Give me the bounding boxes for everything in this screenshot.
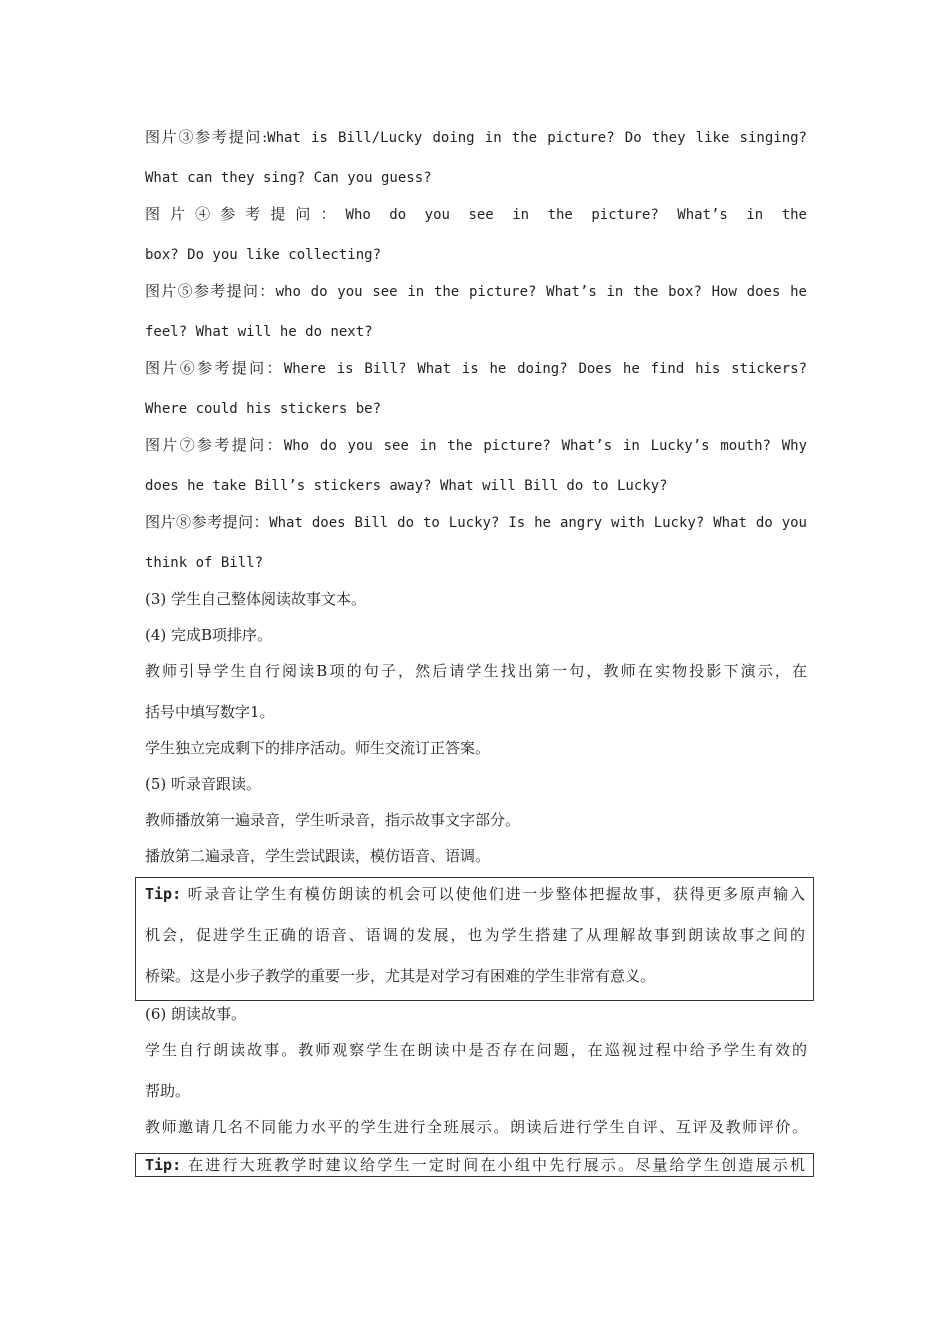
question-5-line-1: 图片⑤参考提问：who do you see in the picture? What’s in the box? How does he — [145, 282, 807, 300]
step-4-paragraph-1-line-1: 教师引导学生自行阅读B项的句子，然后请学生找出第一句，教师在实物投影下演示，在 — [145, 662, 807, 680]
question-3-line-1: 图片③参考提问:What is Bill/Lucky doing in the picture? Do they like singing? — [145, 128, 807, 146]
step-6-paragraph-1-line-2: 帮助。 — [145, 1082, 191, 1100]
tip-label: Tip: — [145, 885, 182, 903]
question-5-line-2: feel? What will he do next? — [145, 324, 373, 340]
tip-box-1-line-2: 机会，促进学生正确的语音、语调的发展，也为学生搭建了从理解故事到朗读故事之间的 — [145, 926, 805, 944]
question-7-line-1: 图片⑦参考提问：Who do you see in the picture? What’s in Lucky’s mouth? Why — [145, 436, 807, 454]
step-6-paragraph-1-line-1: 学生自行朗读故事。教师观察学生在朗读中是否存在问题，在巡视过程中给予学生有效的 — [145, 1041, 807, 1059]
step-6-paragraph-2: 教师邀请几名不同能力水平的学生进行全班展示。朗读后进行学生自评、互评及教师评价。 — [145, 1118, 807, 1136]
question-4-line-2: box? Do you like collecting? — [145, 247, 382, 263]
question-8-line-1: 图片⑧参考提问：What does Bill do to Lucky? Is he angry with Lucky? What do you — [145, 513, 807, 531]
tip-box-1 — [135, 877, 814, 1001]
tip-box-1-line-3: 桥梁。这是小步子教学的重要一步，尤其是对学习有困难的学生非常有意义。 — [145, 967, 656, 985]
step-5-heading: (5) 听录音跟读。 — [145, 775, 262, 793]
step-4-paragraph-1-line-2: 括号中填写数字1。 — [145, 703, 275, 721]
question-3-line-2: What can they sing? Can you guess? — [145, 170, 432, 186]
question-6-line-2: Where could his stickers be? — [145, 401, 382, 417]
step-5-paragraph-2: 播放第二遍录音，学生尝试跟读，模仿语音、语调。 — [145, 847, 491, 865]
question-7-line-2: does he take Bill’s stickers away? What will Bill do to Lucky? — [145, 478, 668, 494]
step-4-paragraph-2: 学生独立完成剩下的排序活动。师生交流订正答案。 — [145, 739, 491, 757]
tip-box-2 — [135, 1153, 814, 1177]
tip-box-1-line-1: Tip: 听录音让学生有模仿朗读的机会可以使他们进一步整体把握故事，获得更多原声输入 — [145, 885, 805, 903]
step-5-paragraph-1: 教师播放第一遍录音，学生听录音，指示故事文字部分。 — [145, 811, 521, 829]
step-6-heading: (6) 朗读故事。 — [145, 1005, 247, 1023]
step-4-heading: (4) 完成B项排序。 — [145, 626, 273, 644]
tip-box-2-line-1: Tip: 在进行大班教学时建议给学生一定时间在小组中先行展示。尽量给学生创造展示机 — [145, 1156, 805, 1174]
question-6-line-1: 图片⑥参考提问：Where is Bill? What is he doing? Does he find his stickers? — [145, 359, 807, 377]
step-3-heading: (3) 学生自己整体阅读故事文本。 — [145, 590, 367, 608]
question-8-line-2: think of Bill? — [145, 555, 264, 571]
tip-label: Tip: — [145, 1156, 182, 1174]
question-4-line-1: 图片④参考提问：Who do you see in the picture? What’s in the — [145, 205, 807, 223]
